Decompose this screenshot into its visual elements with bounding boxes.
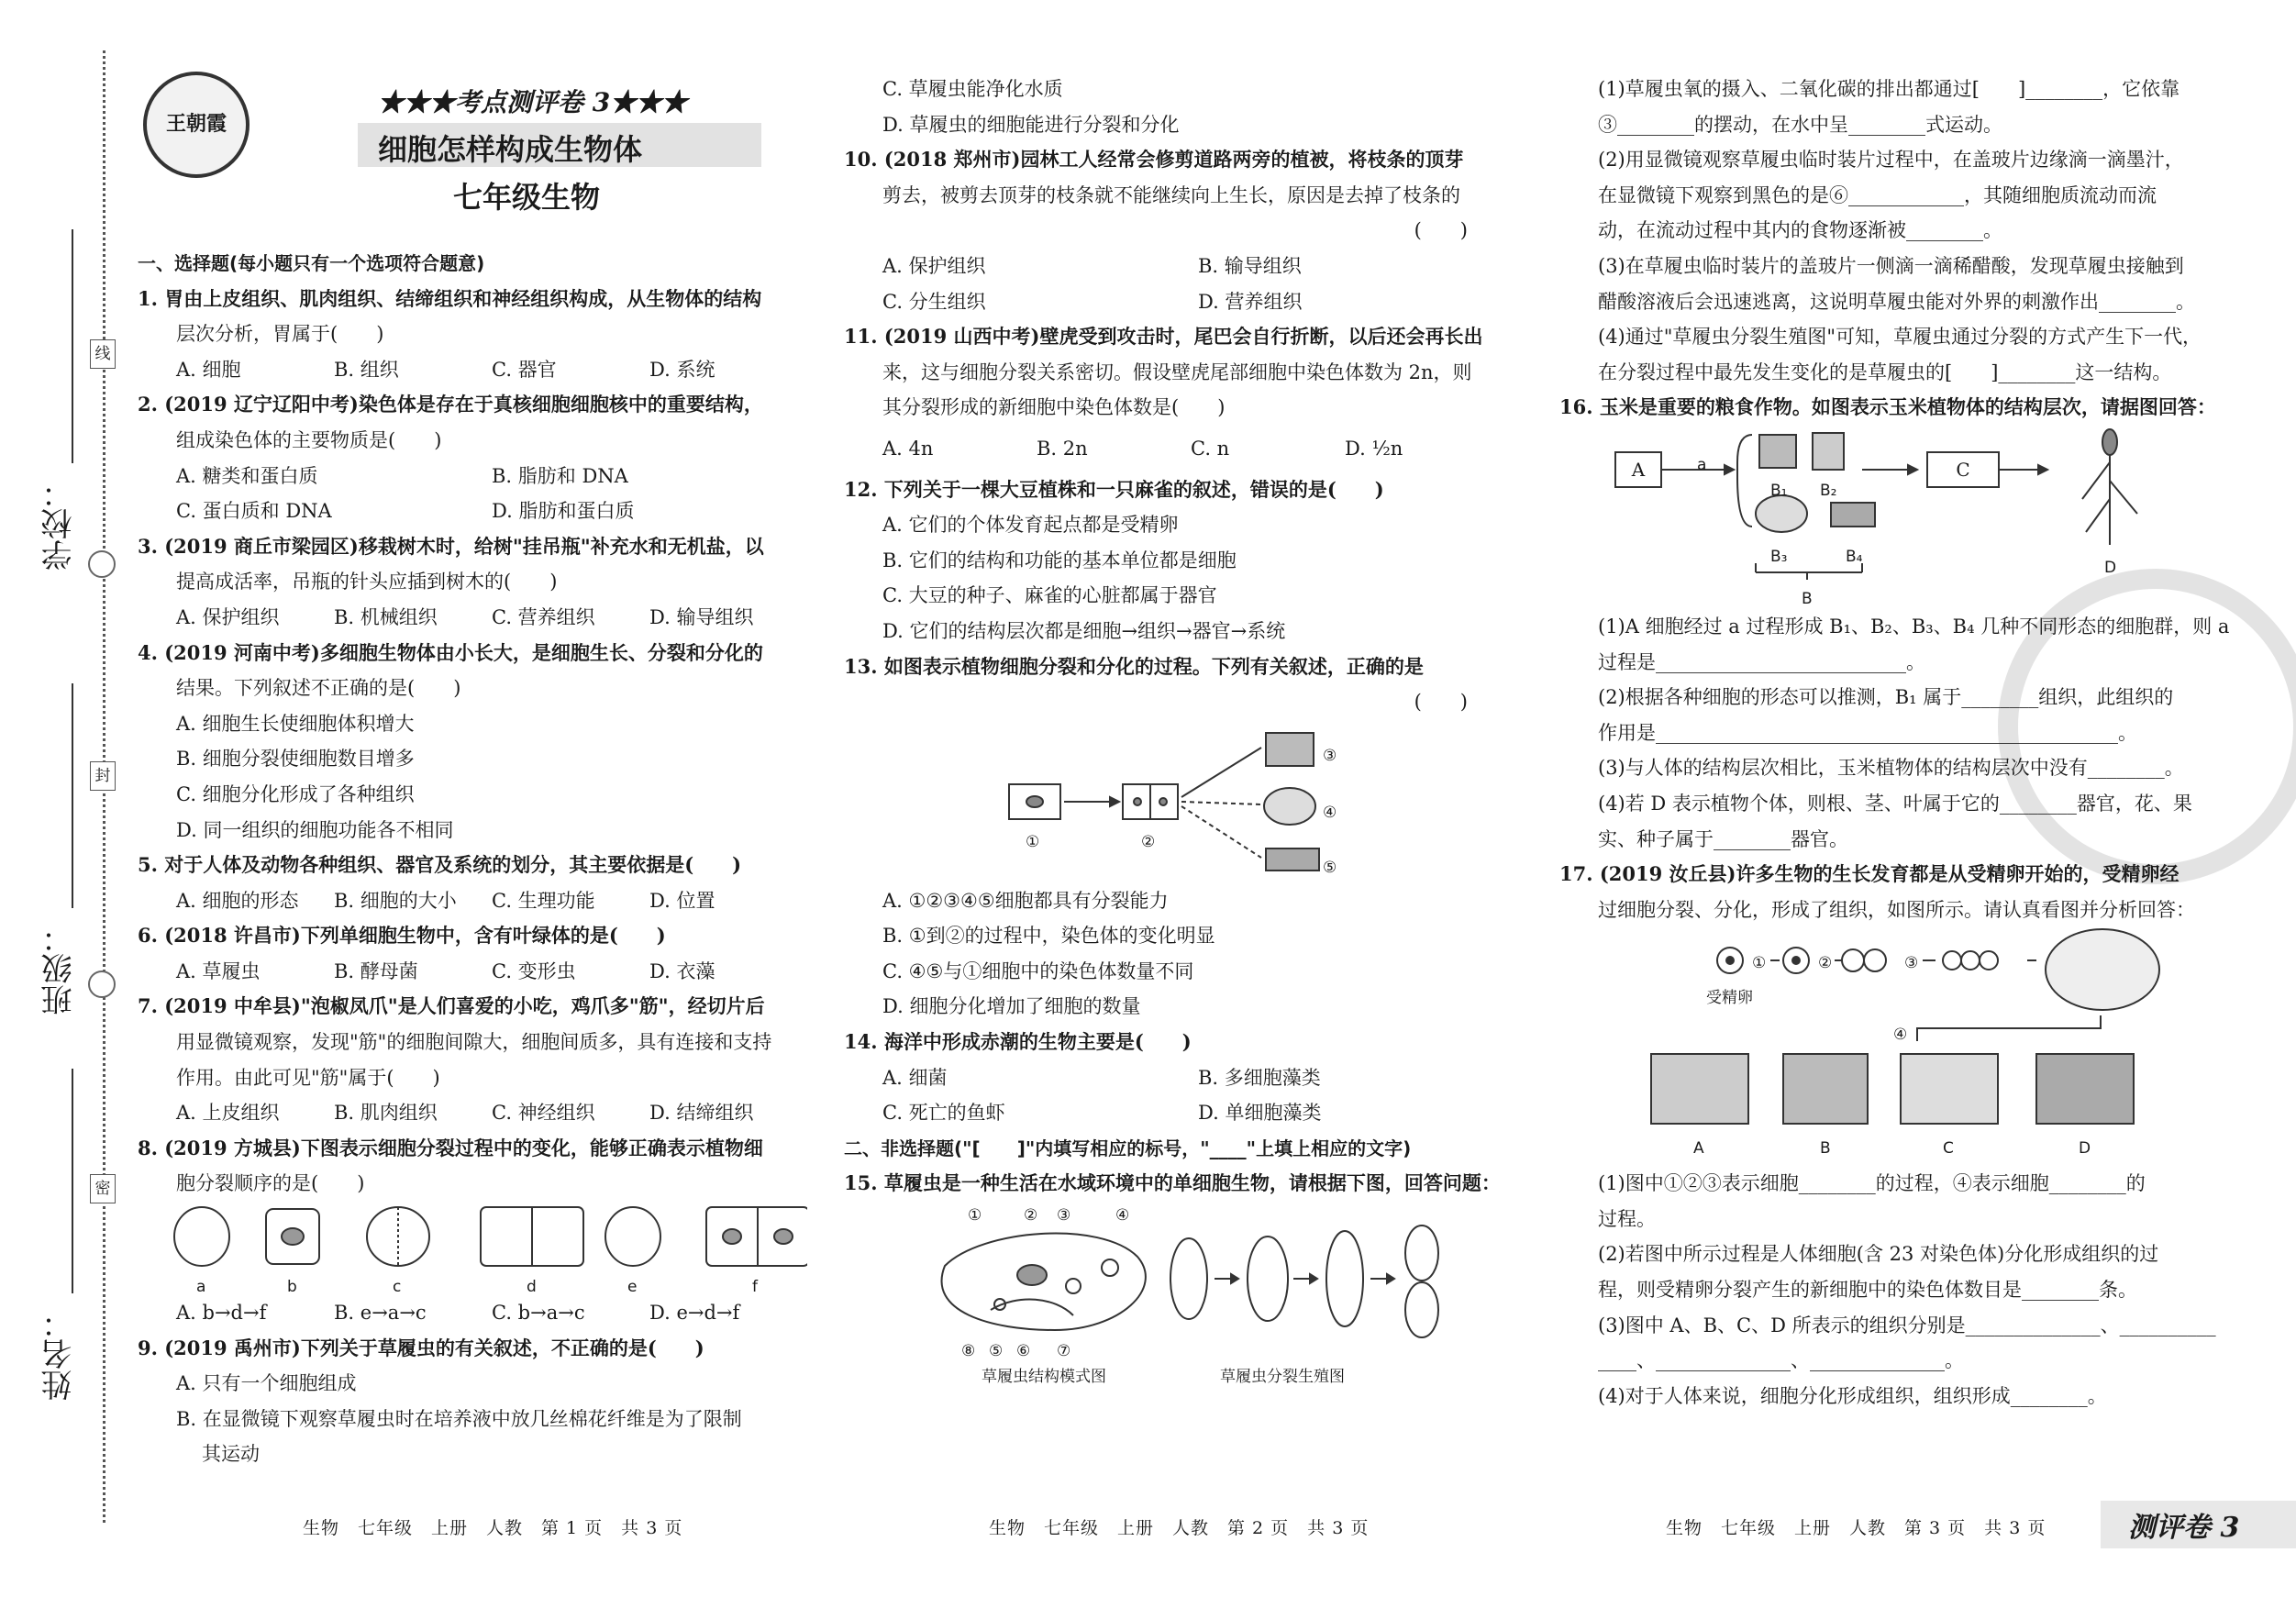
figure-label: b	[287, 1278, 297, 1297]
option-row	[138, 600, 807, 636]
figure-label: ③	[1057, 1206, 1071, 1225]
exam-number: ★★★考点测评卷 3★★★	[378, 87, 688, 117]
option-row	[844, 431, 1504, 467]
option-row	[138, 1095, 807, 1131]
question-stem: 来，这与细胞分裂关系密切。假设壁虎尾部细胞中染色体数为 2n，则	[882, 360, 1472, 383]
figure-label: B	[1802, 589, 1813, 608]
paper-title: 细胞怎样构成生物体	[378, 132, 643, 167]
option[interactable]: C. 器官	[492, 358, 557, 381]
sub-question: (2)若图中所示过程是人体细胞(含 23 对染色体)分化形成组织的过	[1598, 1243, 2159, 1266]
option[interactable]: A. 保护组织	[882, 254, 986, 277]
option[interactable]: B. e→a→c	[334, 1302, 427, 1325]
figure-label: ④	[1115, 1206, 1130, 1225]
figure-label: ①	[1752, 954, 1767, 973]
option[interactable]: A. 只有一个细胞组成	[176, 1372, 357, 1395]
option[interactable]: B. 组织	[334, 358, 399, 381]
figure-label: ②	[1141, 832, 1156, 851]
sub-question: ____、______________、______________。	[1598, 1349, 1964, 1372]
option[interactable]: D. 系统	[649, 358, 715, 381]
option[interactable]: A. 细胞	[176, 358, 241, 381]
question-stem: 1. 胃由上皮组织、肌肉组织、结缔组织和神经组织构成，从生物体的结构	[138, 286, 762, 310]
corn-hierarchy-figure	[1559, 426, 2229, 609]
seal-mark-seal: 封	[90, 761, 116, 791]
column-1	[138, 246, 807, 1472]
figure-label: e	[627, 1278, 638, 1297]
sub-question: (2)用显微镜观察草履虫临时装片过程中，在盖玻片边缘滴一滴墨汁，	[1598, 149, 2184, 172]
binding-hole-icon	[88, 970, 116, 998]
figure-label: ③	[1904, 954, 1919, 973]
option-row	[138, 883, 807, 919]
question-stem: 3. (2019 商丘市梁园区)移栽树木时，给树"挂吊瓶"补充水和无机盐，以	[138, 534, 764, 558]
option[interactable]: A. 4n	[882, 437, 934, 460]
zygote-differentiation-figure	[1559, 927, 2229, 1166]
page-footer: 生物 七年级 上册 人教 第 3 页 共 3 页	[1666, 1518, 2046, 1538]
figure-label: a	[1697, 455, 1707, 474]
question-stem: 16. 玉米是重要的粮食作物。如图表示玉米植物体的结构层次，请据图回答：	[1559, 395, 2216, 419]
sub-question: ③________的摆动，在水中呈________式运动。	[1598, 113, 2002, 136]
question-stem: 2. (2019 辽宁辽阳中考)染色体是存在于真核细胞细胞核中的重要结构，	[138, 393, 763, 416]
option[interactable]: D. 营养组织	[1198, 290, 1303, 313]
sub-question: (3)图中 A、B、C、D 所表示的组织分别是______________、__________	[1598, 1314, 2216, 1336]
question-stem: 提高成活率，吊瓶的针头应插到树木的( )	[176, 571, 558, 593]
question-stem: 组成染色体的主要物质是( )	[176, 428, 442, 451]
question-stem: 7. (2019 中牟县)"泡椒凤爪"是人们喜爱的小吃，鸡爪多"筋"，经切片后	[138, 994, 765, 1018]
figure-label: ⑤	[989, 1342, 1004, 1361]
option-row	[138, 954, 807, 990]
figure-label: B₄	[1846, 547, 1863, 566]
section-heading: 二、非选择题("[ ]"内填写相应的标号，"____"上填上相应的文字)	[844, 1137, 1412, 1159]
sub-question: (1)A 细胞经过 a 过程形成 B₁、B₂、B₃、B₄ 几种不同形态的细胞群，则 a	[1598, 615, 2230, 638]
sub-question: 实、种子属于________器官。	[1598, 827, 1848, 850]
option-row	[138, 494, 807, 529]
question-stem: 作用。由此可见"筋"属于( )	[176, 1066, 440, 1089]
question-stem: 5. 对于人体及动物各种组织、器官及系统的划分，其主要依据是( )	[138, 853, 742, 877]
option[interactable]: B. ①到②的过程中，染色体的变化明显	[882, 925, 1215, 948]
name-label: 姓名：	[41, 1307, 78, 1401]
option[interactable]: C. ④⑤与①细胞中的染色体数量不同	[882, 959, 1194, 982]
option[interactable]: B. 机械组织	[334, 605, 438, 628]
option[interactable]: B. 输导组织	[1198, 254, 1302, 277]
option[interactable]: D. 结缔组织	[649, 1102, 754, 1125]
figure-label: ⑧	[961, 1342, 976, 1361]
option[interactable]: C. 大豆的种子、麻雀的心脏都属于器官	[882, 584, 1217, 607]
option[interactable]: B. 肌肉组织	[334, 1102, 438, 1125]
option[interactable]: B. 细胞的大小	[334, 889, 457, 912]
option[interactable]: C. 草履虫能净化水质	[882, 78, 1063, 100]
exam-badge-text: 测评卷 3	[2128, 1512, 2240, 1544]
question-stem: 6. (2018 许昌市)下列单细胞生物中，含有叶绿体的是( )	[138, 924, 666, 948]
sub-question: (1)图中①②③表示细胞________的过程，④表示细胞________的	[1598, 1172, 2146, 1195]
paramecium-diagram	[844, 1202, 1504, 1376]
sub-question: 过程。	[1598, 1207, 1656, 1230]
school-blank	[72, 229, 73, 463]
figure-label: ②	[1818, 954, 1833, 973]
question-stem: 15. 草履虫是一种生活在水域环境中的单细胞生物，请根据下图，回答问题：	[844, 1171, 1501, 1195]
sub-question: (4)若 D 表示植物个体，则根、茎、叶属于它的________器官，花、果	[1598, 792, 2192, 815]
option-row	[844, 284, 1504, 320]
figure-caption: 草履虫分裂生殖图	[1220, 1368, 1345, 1387]
option[interactable]: A. b→d→f	[176, 1302, 267, 1325]
class-blank	[72, 683, 73, 908]
question-stem: 10. (2018 郑州市)园林工人经常会修剪道路两旁的植被，将枝条的顶芽	[844, 148, 1464, 172]
option[interactable]: C. 营养组织	[492, 605, 595, 628]
sub-question: (3)在草履虫临时装片的盖玻片一侧滴一滴稀醋酸，发现草履虫接触到	[1598, 254, 2184, 277]
option[interactable]: C. 细胞分化形成了各种组织	[176, 782, 415, 805]
figure-label: d	[527, 1278, 537, 1297]
sub-question: (2)根据各种细胞的形态可以推测，B₁ 属于________组织，此组织的	[1598, 686, 2174, 709]
sub-question: (4)通过"草履虫分裂生殖图"可知，草履虫通过分裂的方式产生下一代，	[1598, 326, 2202, 349]
option[interactable]: C. 生理功能	[492, 889, 595, 912]
option[interactable]: A. 细胞生长使细胞体积增大	[176, 712, 415, 735]
option[interactable]: D. 它们的结构层次都是细胞→组织→器官→系统	[882, 619, 1286, 642]
option[interactable]: A. 上皮组织	[176, 1102, 280, 1125]
paper-header	[138, 72, 798, 227]
option[interactable]: A. 糖类和蛋白质	[176, 464, 318, 487]
sub-question: 在显微镜下观察到黑色的是⑥____________，其随细胞质流动而流	[1598, 183, 2157, 206]
option-row	[844, 249, 1504, 284]
section-heading: 一、选择题(每小题只有一个选项符合题意)	[138, 252, 485, 274]
question-stem: 14. 海洋中形成赤潮的生物主要是( )	[844, 1030, 1192, 1054]
figure-label: f	[752, 1278, 758, 1297]
option[interactable]: A. 保护组织	[176, 605, 280, 628]
answer-paren: ( )	[1414, 219, 1468, 242]
paramecium-figure	[844, 1202, 1504, 1387]
figure-label: ③	[1323, 746, 1337, 765]
option[interactable]: B. 细胞分裂使细胞数目增多	[176, 748, 415, 771]
cell-division-figure	[138, 1202, 807, 1295]
page-footer: 生物 七年级 上册 人教 第 2 页 共 3 页	[989, 1518, 1370, 1538]
cell-division-diagram	[138, 1202, 807, 1295]
logo-text: 王朝霞	[165, 112, 227, 136]
organ-box-c: C	[1926, 451, 2000, 488]
option-continued: 其运动	[202, 1443, 260, 1466]
sub-question: 过程是__________________________。	[1598, 650, 1925, 673]
figure-label: D	[2079, 1139, 2091, 1159]
page-footer: 生物 七年级 上册 人教 第 1 页 共 3 页	[303, 1518, 683, 1538]
option[interactable]: A. 细菌	[882, 1066, 948, 1089]
option[interactable]: C. 死亡的鱼虾	[882, 1102, 1005, 1125]
option[interactable]: D. 位置	[649, 889, 715, 912]
option[interactable]: B. 脂肪和 DNA	[492, 464, 628, 487]
figure-label: ①	[968, 1206, 982, 1225]
figure-label: ①	[1026, 832, 1040, 851]
option[interactable]: C. 蛋白质和 DNA	[176, 500, 332, 523]
column-3	[1559, 72, 2229, 1414]
figure-caption: 草履虫结构模式图	[982, 1368, 1106, 1387]
figure-label: ④	[1893, 1026, 1908, 1045]
option[interactable]: B. 它们的结构和功能的基本单位都是细胞	[882, 549, 1237, 571]
option[interactable]: B. 在显微镜下观察草履虫时在培养液中放几丝棉花纤维是为了限制	[176, 1407, 742, 1430]
option[interactable]: D. 细胞分化增加了细胞的数量	[882, 995, 1141, 1018]
binding-hole-icon	[88, 550, 116, 578]
question-stem: 4. (2019 河南中考)多细胞生物体由小长大，是细胞生长、分裂和分化的	[138, 640, 763, 664]
option[interactable]: D. 单细胞藻类	[1198, 1102, 1322, 1125]
question-stem: 8. (2019 方城县)下图表示细胞分裂过程中的变化，能够正确表示植物细	[138, 1136, 763, 1159]
figure-label: A	[1693, 1139, 1704, 1159]
option[interactable]: C. n	[1191, 437, 1230, 460]
option[interactable]: A. 细胞的形态	[176, 889, 299, 912]
figure-label: ②	[1024, 1206, 1038, 1225]
column-2	[844, 72, 1504, 1387]
figure-label: ⑤	[1323, 858, 1337, 877]
figure-label: ④	[1323, 803, 1337, 822]
sub-question: 作用是________________________________________________。	[1598, 721, 2137, 744]
figure-label: B₁	[1770, 481, 1788, 500]
publisher-logo	[143, 72, 250, 178]
question-stem: 9. (2019 禹州市)下列关于草履虫的有关叙述，不正确的是( )	[138, 1336, 704, 1359]
question-stem: 用显微镜观察，发现"筋"的细胞间隙大，细胞间质多，具有连接和支持	[176, 1031, 772, 1054]
answer-paren: ( )	[1414, 691, 1468, 714]
figure-label: a	[196, 1278, 206, 1297]
question-stem: 11. (2019 山西中考)壁虎受到攻击时，尾巴会自行折断，以后还会再长出	[844, 325, 1483, 349]
class-label: 班级：	[41, 922, 78, 1015]
sub-question: (4)对于人体来说，细胞分化形成组织，组织形成________。	[1598, 1384, 2107, 1407]
question-stem: 过细胞分裂、分化，形成了组织，如图所示。请认真看图并分析回答：	[1598, 898, 2195, 921]
option[interactable]: B. 2n	[1037, 437, 1088, 460]
sub-question: 醋酸溶液后会迅速逃离，这说明草履虫能对外界的刺激作出________。	[1598, 290, 2195, 313]
question-stem: 胞分裂顺序的是( )	[176, 1172, 365, 1195]
seal-mark-secret: 密	[90, 1174, 116, 1203]
sub-question: (1)草履虫氧的摄入、二氧化碳的排出都通过[ ]________，它依靠	[1598, 78, 2180, 100]
option-row	[844, 1060, 1504, 1096]
sub-question: 动，在流动过程中其内的食物逐渐被________。	[1598, 219, 2002, 242]
option[interactable]: B. 多细胞藻类	[1198, 1066, 1321, 1089]
question-stem: 12. 下列关于一棵大豆植株和一只麻雀的叙述，错误的是( )	[844, 477, 1384, 501]
plant-cell-figure	[844, 720, 1504, 883]
option[interactable]: D. ½n	[1345, 437, 1403, 460]
option[interactable]: D. 脂肪和蛋白质	[492, 500, 635, 523]
option-row	[138, 459, 807, 494]
figure-label: c	[393, 1278, 402, 1297]
sub-question: 程，则受精卵分裂产生的新细胞中的染色体数目是________条。	[1598, 1279, 2137, 1302]
question-stem: 剪去，被剪去顶芽的枝条就不能继续向上生长，原因是去掉了枝条的	[882, 183, 1460, 206]
option[interactable]: C. 变形虫	[492, 959, 576, 982]
option[interactable]: D. 衣藻	[649, 959, 715, 982]
option-row	[138, 1295, 807, 1331]
option[interactable]: D. 同一组织的细胞功能各不相同	[176, 818, 454, 841]
option-row	[138, 352, 807, 388]
option[interactable]: A. ①②③④⑤细胞都具有分裂能力	[882, 889, 1169, 912]
option[interactable]: D. 输导组织	[649, 605, 754, 628]
option[interactable]: D. 草履虫的细胞能进行分裂和分化	[882, 113, 1180, 136]
figure-label: ⑦	[1057, 1342, 1071, 1361]
sub-question: (3)与人体的结构层次相比，玉米植物体的结构层次中没有________。	[1598, 757, 2184, 780]
option[interactable]: D. e→d→f	[649, 1302, 740, 1325]
figure-label: B	[1820, 1139, 1831, 1159]
option[interactable]: B. 酵母菌	[334, 959, 418, 982]
option[interactable]: A. 它们的个体发育起点都是受精卵	[882, 514, 1179, 537]
option-row	[844, 1095, 1504, 1131]
plant-cell-division-diagram	[844, 720, 1504, 883]
figure-label: D	[2104, 558, 2117, 577]
figure-label: 受精卵	[1706, 989, 1753, 1008]
option[interactable]: A. 草履虫	[176, 959, 261, 982]
option[interactable]: C. 分生组织	[882, 290, 986, 313]
sub-question: 在分裂过程中最先发生变化的是草履虫的[ ]________这一结构。	[1598, 360, 2172, 383]
question-stem: 17. (2019 汝丘县)许多生物的生长发育都是从受精卵开始的，受精卵经	[1559, 862, 2180, 886]
question-stem: 其分裂形成的新细胞中染色体数是( )	[882, 396, 1226, 419]
question-stem: 结果。下列叙述不正确的是( )	[176, 677, 461, 700]
option[interactable]: C. 神经组织	[492, 1102, 595, 1125]
question-stem: 13. 如图表示植物细胞分裂和分化的过程。下列有关叙述，正确的是	[844, 654, 1424, 678]
figure-label: ⑥	[1016, 1342, 1031, 1361]
figure-label: C	[1943, 1139, 1954, 1159]
option[interactable]: C. b→a→c	[492, 1302, 585, 1325]
seal-mark-line: 线	[90, 339, 116, 369]
figure-label: B₂	[1820, 481, 1837, 500]
cell-box-a: A	[1614, 451, 1662, 488]
figure-label: B₃	[1770, 547, 1788, 566]
question-stem: 层次分析，胃属于( )	[176, 323, 384, 346]
school-label: 学校：	[41, 477, 78, 571]
paper-subtitle: 七年级生物	[453, 180, 601, 215]
name-blank	[72, 1069, 73, 1293]
